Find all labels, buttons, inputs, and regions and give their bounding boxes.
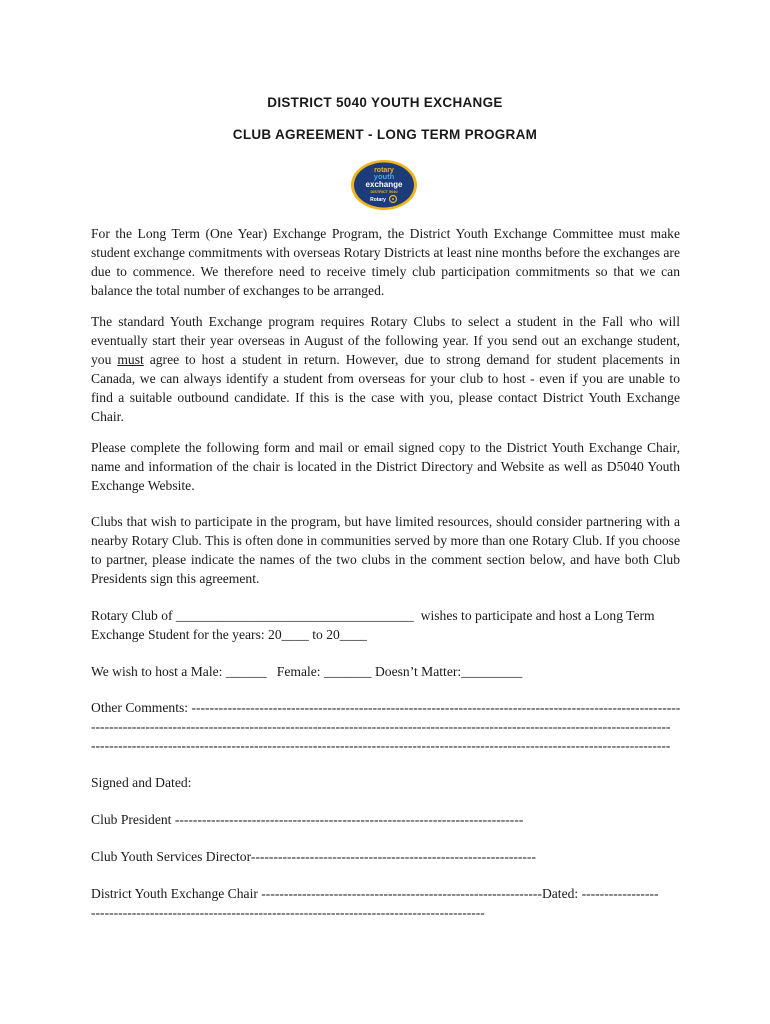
gender-preference-line: We wish to host a Male: ______ Female: _______ Doesn’t Matter:_________	[91, 664, 523, 679]
other-comments-line: Other Comments: ------------------------------------------------------------------------------------------------------------	[91, 700, 681, 715]
comments-continuation-line: --------------------------------------------------------------------------------------------------------------------------------	[91, 719, 671, 734]
paragraph-standard-program-text-1: The standard Youth Exchange program requires Rotary Clubs to select a student in the Fall who will eventually start their year overseas in August of the following year. If you send out an exchange student, you	[91, 314, 680, 367]
signed-dated-label: Signed and Dated:	[91, 775, 192, 790]
paragraph-partnering: Clubs that wish to participate in the program, but have limited resources, should consider partnering with a nearby Rotary Club. This is often done in communities served by more than one Rotary Club. If you choose to partner, please indicate the names of the two clubs in the comment section below, and have both Club Presidents sign this agreement.	[91, 514, 680, 586]
district-chair-signature-line: District Youth Exchange Chair --------------------------------------------------------------Dated: -----------------	[91, 886, 659, 901]
club-president-signature-line: Club President -----------------------------------------------------------------------------	[91, 812, 524, 827]
rotary-youth-exchange-logo	[350, 159, 418, 211]
paragraph-instructions: Please complete the following form and mail or email signed copy to the District Youth Exchange Chair, name and information of the chair is located in the District Directory and Website as well as D5040 Youth Exchange Website.	[91, 440, 680, 493]
emphasis-must: must	[117, 352, 144, 367]
club-name-line: Rotary Club of ___________________________________ wishes to participate and host a Long Term	[91, 608, 655, 623]
youth-services-director-signature-line: Club Youth Services Director---------------------------------------------------------------	[91, 849, 537, 864]
paragraph-standard-program	[91, 312, 680, 426]
logo-text-youth: youth	[373, 172, 395, 181]
exchange-years-line: Exchange Student for the years: 20____ to 20____	[91, 627, 367, 642]
paragraph-standard-program-text-2: agree to host a student in return. However, due to strong demand for student placements in Canada, we can always identify a student from overseas for your club to host - even if you are unable to find a suitable outbound candidate. If this is the case with you, please contact District Youth Exchange Chair.	[91, 352, 680, 424]
logo-text-exchange: exchange	[365, 180, 403, 189]
document-subtitle: CLUB AGREEMENT - LONG TERM PROGRAM	[232, 127, 538, 142]
comments-continuation-line: --------------------------------------------------------------------------------------------------------------------------------	[91, 738, 671, 753]
paragraph-intro: For the Long Term (One Year) Exchange Program, the District Youth Exchange Committee must make student exchange commitments with overseas Rotary Districts at least nine months before the exchanges are due to commence. We therefore need to receive timely club participation commitments so that we can balance the total number of exchanges to be arranged.	[91, 226, 680, 298]
logo-text-district: DISTRICT 5040	[370, 190, 398, 194]
logo-text-rotary: rotary	[374, 167, 394, 174]
document-title: DISTRICT 5040 YOUTH EXCHANGE	[267, 95, 503, 110]
district-chair-continuation-line: ---------------------------------------------------------------------------------------	[91, 905, 485, 920]
logo-text-rotary-wordmark: Rotary	[370, 197, 386, 203]
